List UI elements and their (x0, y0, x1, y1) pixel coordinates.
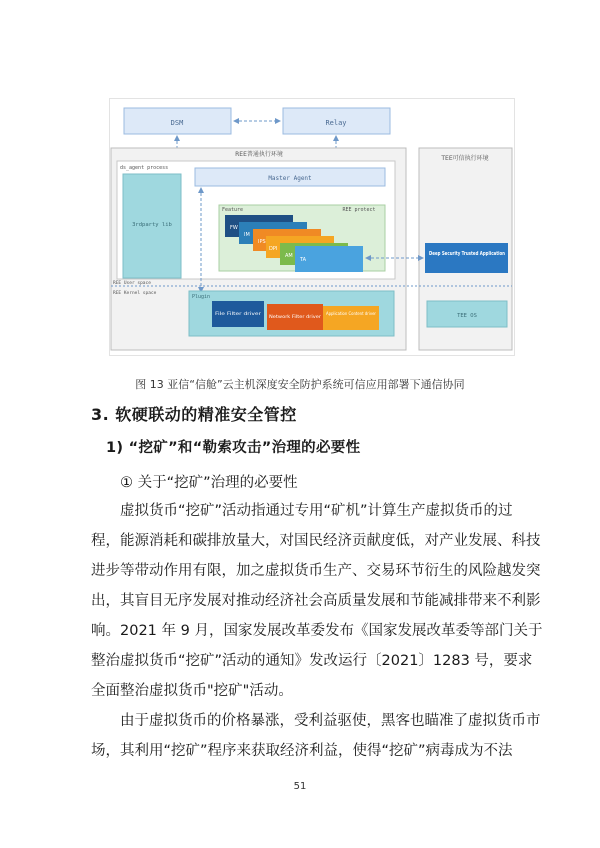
paragraph-1 (91, 496, 543, 706)
module-am-label: AM (285, 253, 293, 259)
module-ips-label: IPS (258, 239, 266, 245)
architecture-diagram (109, 98, 515, 356)
trusted-app-label-full: Deep Security Trusted Application (429, 251, 506, 257)
master-agent-label: Master Agent (268, 175, 312, 182)
plugin-label: Plugin (192, 294, 211, 300)
trusted-app-box (425, 243, 508, 273)
paragraph-2 (91, 706, 541, 766)
ree-user-space-label: REE User space (113, 281, 151, 286)
tee-title: TEE可信执行环境 (441, 155, 489, 162)
ree-kernel-space-label: REE Kernel space (113, 291, 157, 296)
ree-title: REE普通执行环境 (235, 151, 283, 158)
trusted-app-label (429, 251, 505, 257)
ds-agent-process-label: ds_agent process (120, 165, 169, 171)
paragraph-1-line: 进步等带动作用有限，加之虚拟货币生产、交易环节衍生的风险越发突 (91, 563, 541, 579)
paragraph-1-line: 全面整治虚拟货币"挖矿"活动。 (91, 683, 293, 699)
app-control-box (323, 306, 379, 330)
paragraph-1-line: 程，能源消耗和碳排放量大，对国民经济贡献度低，对产业发展、科技 (91, 533, 541, 549)
thirdparty-lib-label: 3rdparty lib (132, 222, 172, 228)
paragraph-2-line: 场，其利用“挖矿”程序来获取经济利益，使得“挖矿”病毒成为不法 (91, 743, 513, 759)
feature-label: Feature (222, 207, 244, 213)
relay-label: Relay (325, 119, 347, 127)
section-heading: 3. 软硬联动的精准安全管控 (91, 405, 297, 424)
subsection-heading: 1) “挖矿”和“勒索攻击”治理的必要性 (106, 440, 361, 456)
network-filter-label: Network Filter driver (269, 314, 322, 319)
sub-item-heading: ① 关于“挖矿”治理的必要性 (120, 475, 298, 491)
paragraph-2-line: 由于虚拟货币的价格暴涨，受利益驱使，黑客也瞄准了虚拟货币市 (120, 713, 541, 729)
paragraph-1-line: 整治虚拟货币“挖矿”活动的通知》发改运行〔2021〕1283 号，要求 (91, 653, 533, 669)
page-number: 51 (293, 781, 307, 792)
module-dpi-label: DPI (269, 246, 278, 252)
paragraph-1-line: 虚拟货币“挖矿”活动指通过专用“矿机”计算生产虚拟货币的过 (120, 503, 513, 519)
paragraph-1-line: 响。2021 年 9 月，国家发展改革委发布《国家发展改革委等部门关于 (91, 623, 543, 639)
app-control-label (326, 311, 376, 316)
module-im-label: IM (244, 232, 250, 238)
figure-caption: 图 13 亚信“信舱”云主机深度安全防护系统可信应用部署下通信协同 (135, 378, 465, 391)
ree-protect-label: REE protect (342, 207, 376, 213)
module-ta-label: TA (300, 257, 307, 263)
app-control-label-full: Application Content driver (326, 311, 377, 316)
tee-os-label: TEE OS (457, 313, 477, 319)
diagram-svg (109, 98, 515, 356)
module-fw-label: FW (230, 225, 238, 231)
paragraph-1-line: 出，其盲目无序发展对推动经济社会高质量发展和节能减排带来不利影 (91, 593, 541, 609)
dsm-label: DSM (170, 119, 184, 127)
file-filter-label: File Filter driver (215, 312, 250, 317)
